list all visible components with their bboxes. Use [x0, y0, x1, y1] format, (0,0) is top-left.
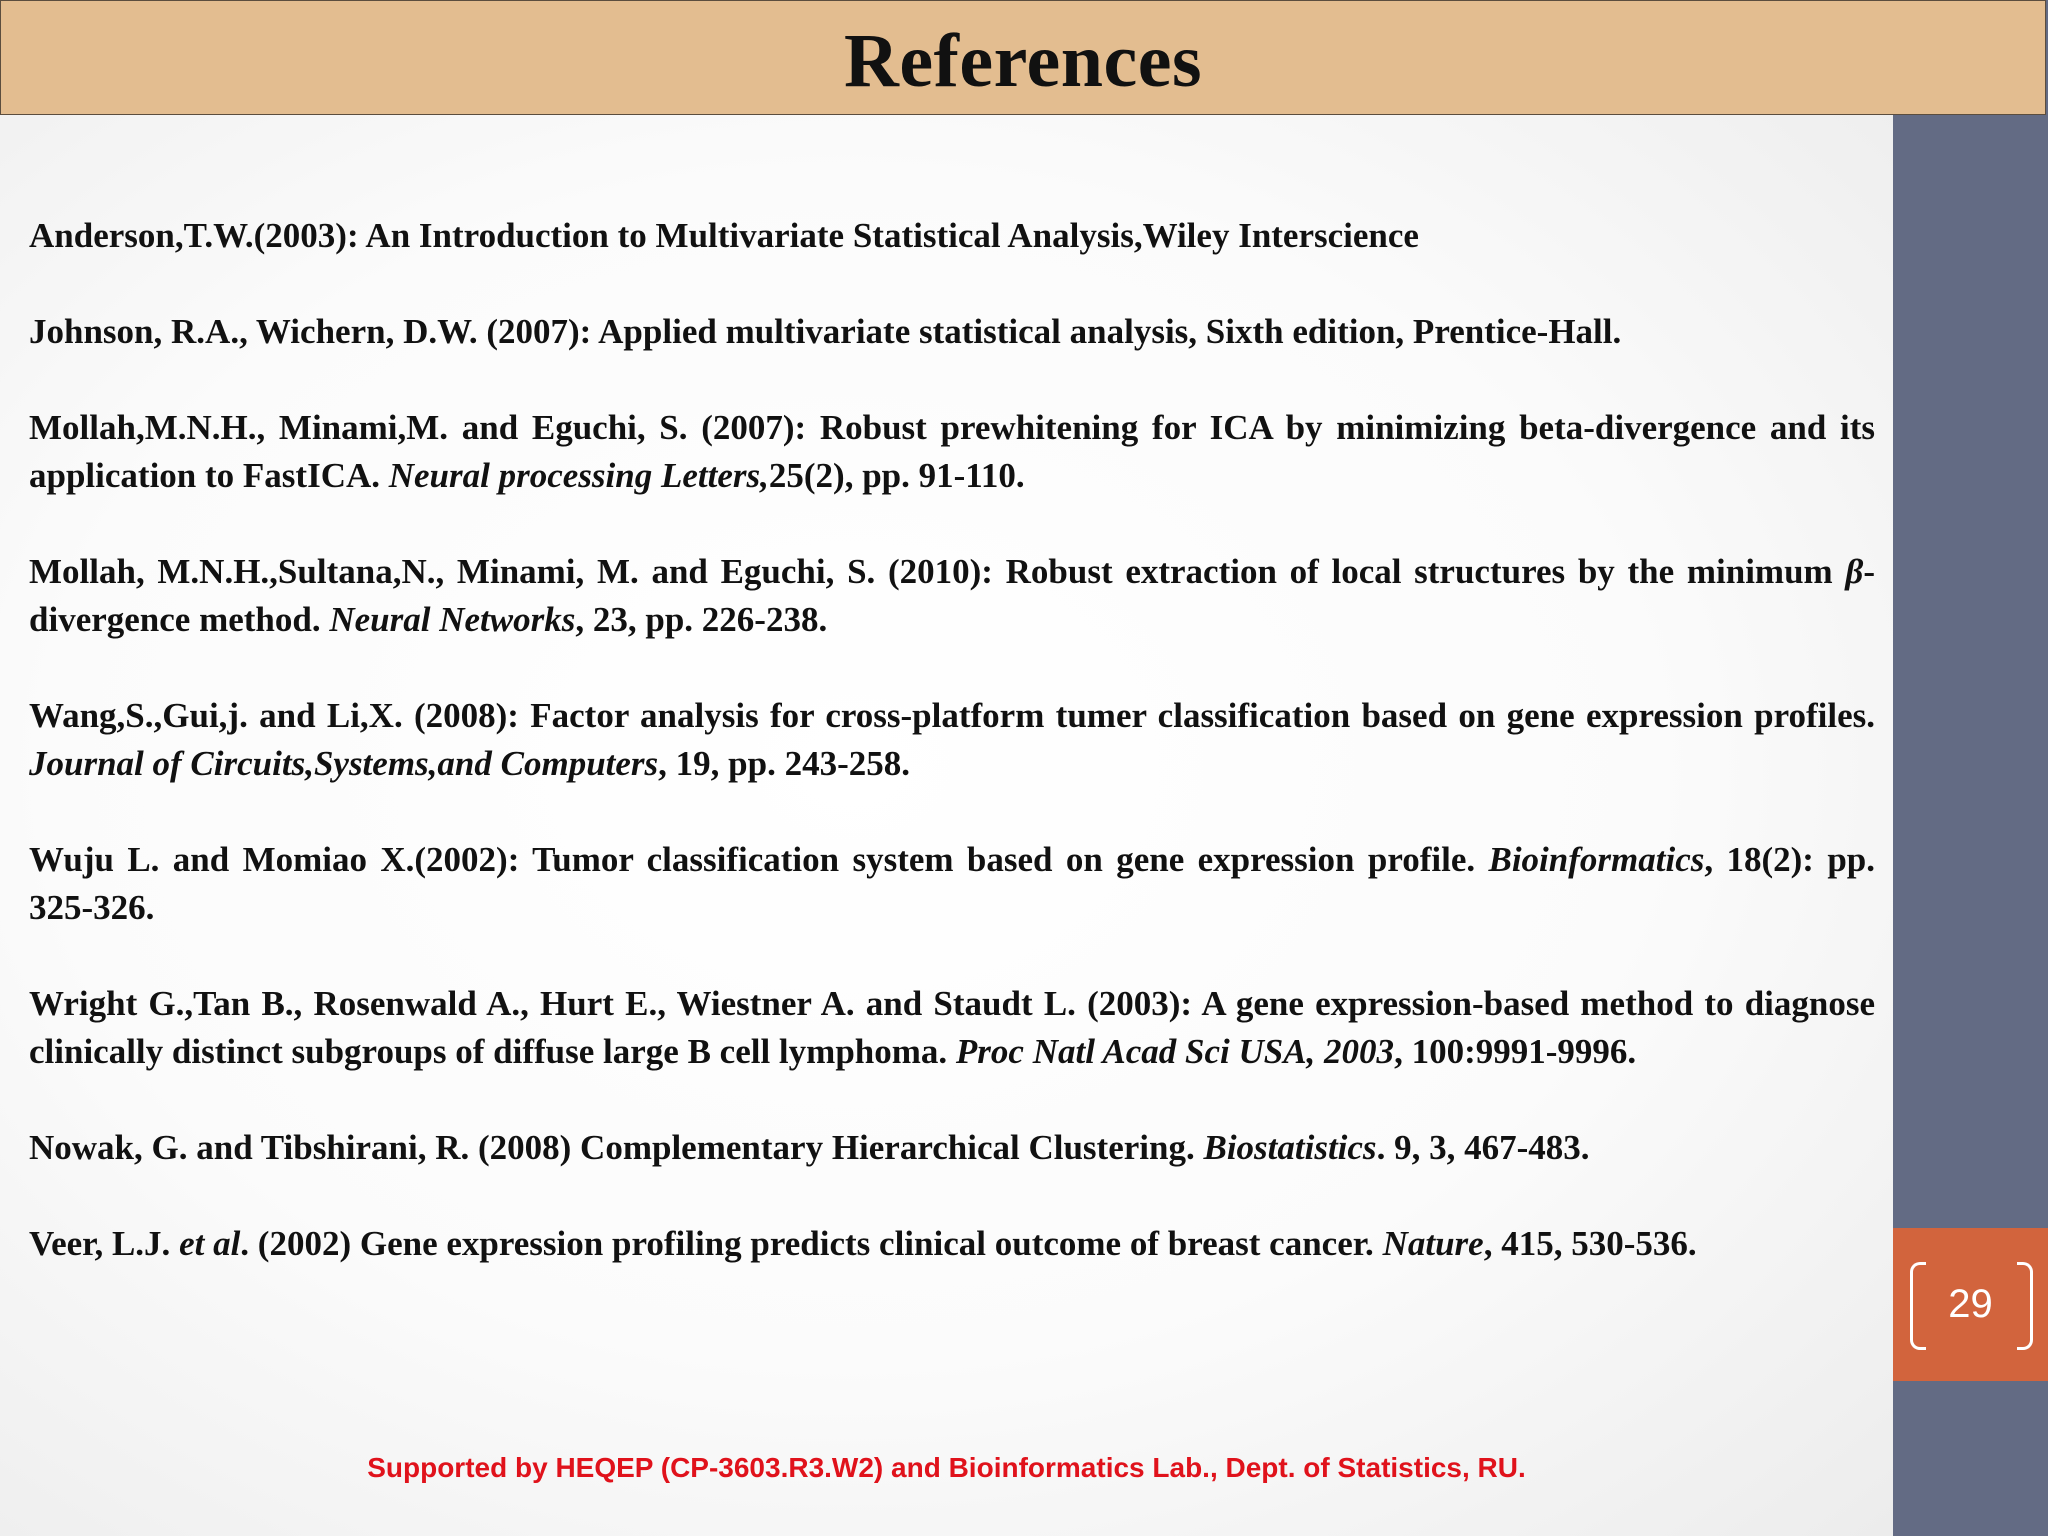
footer-acknowledgement: Supported by HEQEP (CP-3603.R3.W2) and Bioinformatics Lab., Dept. of Statistics, RU.: [367, 1452, 1526, 1483]
reference-text: 25(2), pp. 91-110.: [768, 456, 1025, 495]
reference-text: Wuju L. and Momiao X.(2002): Tumor classification system based on gene expression profile.: [29, 840, 1489, 879]
title-banner: [0, 0, 2046, 115]
page-title: References: [843, 19, 1203, 103]
reference-text: , 23, pp. 226-238.: [575, 600, 828, 639]
reference-item: [29, 836, 1875, 932]
reference-journal: Neural processing Letters,: [388, 456, 769, 495]
reference-item: [29, 980, 1875, 1076]
reference-abbrev: et al: [179, 1224, 241, 1263]
reference-journal: Journal of Circuits,Systems,and Computers: [29, 744, 659, 783]
reference-text: , 18(2): pp. 325-326.: [29, 840, 1875, 927]
page-number: 29: [1948, 1282, 1993, 1326]
reference-text: Mollah, M.N.H.,Sultana,N., Minami, M. and Eguchi, S. (2010): Robust extraction of local structures by the minimum: [29, 552, 1846, 591]
reference-text: , 100:9991-9996.: [1394, 1032, 1637, 1071]
reference-text: Nowak, G. and Tibshirani, R. (2008) Complementary Hierarchical Clustering.: [29, 1128, 1204, 1167]
reference-text: Mollah,M.N.H., Minami,M. and Eguchi, S. (2007): Robust prewhitening for ICA by minimizing beta-divergence and its application to FastICA.: [29, 408, 1875, 495]
reference-text: Anderson,T.W.(2003): An Introduction to Multivariate Statistical Analysis,Wiley Interscience: [29, 216, 1419, 255]
reference-text: , 415, 530-536.: [1483, 1224, 1697, 1263]
reference-item: [29, 1124, 1875, 1172]
reference-item: [29, 1220, 1875, 1268]
reference-journal: Nature: [1382, 1224, 1484, 1263]
reference-text: , 19, pp. 243-258.: [658, 744, 911, 783]
reference-symbol: β: [1845, 552, 1864, 591]
reference-item: [29, 692, 1875, 788]
reference-text: Wang,S.,Gui,j. and Li,X. (2008): Factor analysis for cross-platform tumer classification based on gene expression profiles.: [29, 696, 1875, 735]
reference-text: -divergence method.: [29, 552, 1875, 639]
reference-item: [29, 404, 1875, 500]
reference-text: . (2002) Gene expression profiling predicts clinical outcome of breast cancer.: [240, 1224, 1383, 1263]
reference-journal: Neural Networks: [329, 600, 576, 639]
reference-text: Wright G.,Tan B., Rosenwald A., Hurt E., Wiestner A. and Staudt L. (2003): A gene expression-based method to diagnose clinically distinct subgroups of diffuse large B cell lymphoma.: [29, 984, 1875, 1071]
reference-text: Johnson, R.A., Wichern, D.W. (2007): Applied multivariate statistical analysis, Sixth edition, Prentice-Hall.: [29, 312, 1622, 351]
reference-journal: Bioinformatics: [1488, 840, 1705, 879]
reference-journal: Biostatistics: [1203, 1128, 1377, 1167]
reference-journal: Proc Natl Acad Sci USA, 2003: [955, 1032, 1395, 1071]
reference-item: [29, 548, 1875, 644]
page-number-box: [1893, 1228, 2048, 1381]
reference-item: [29, 308, 1875, 356]
reference-list: [29, 212, 1875, 1316]
reference-item: [29, 212, 1875, 260]
reference-text: Veer, L.J.: [29, 1224, 180, 1263]
reference-text: . 9, 3, 467-483.: [1376, 1128, 1590, 1167]
